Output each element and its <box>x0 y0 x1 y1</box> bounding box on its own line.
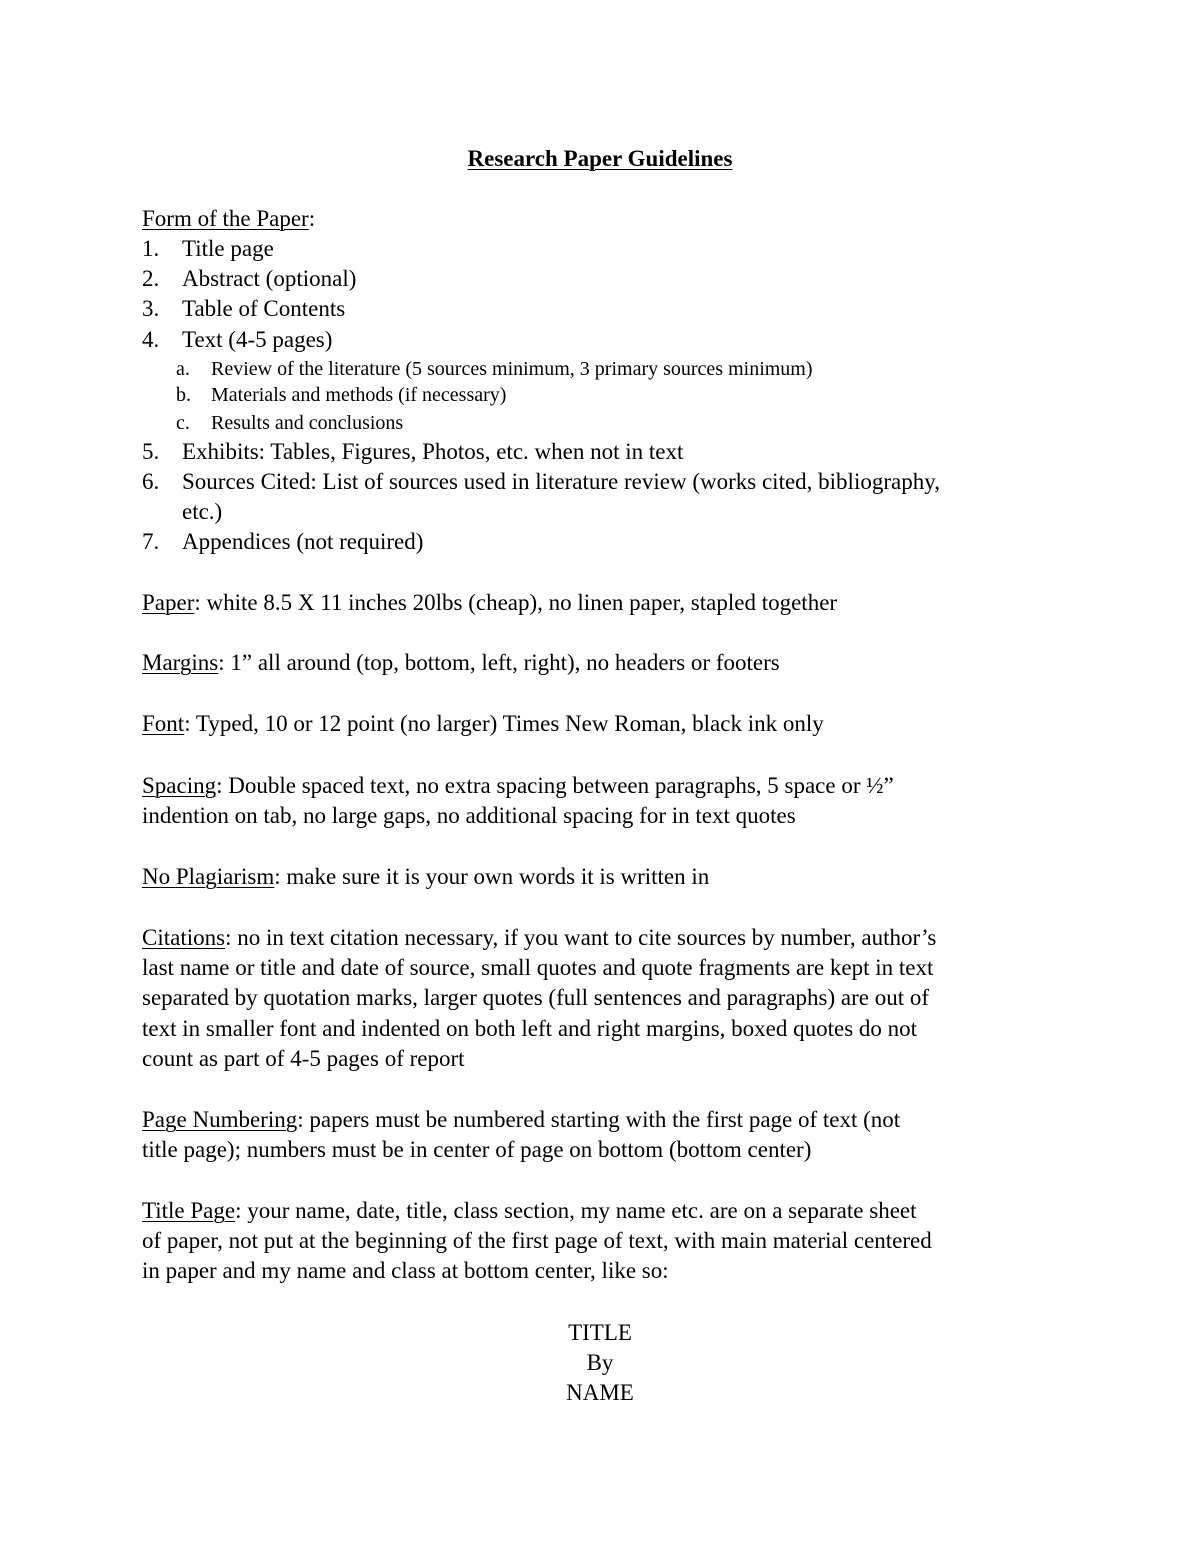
list-item-number: 7. <box>142 529 160 554</box>
section-text: : your name, date, title, class section, my name etc. are on a separate sheet <box>235 1198 917 1223</box>
sublist-item-letter: a. <box>176 358 190 380</box>
section-page-numbering <box>142 1105 900 1135</box>
sublist-item-letter: c. <box>176 412 190 434</box>
list-item-number: 3. <box>142 296 160 321</box>
section-text: : Typed, 10 or 12 point (no larger) Times New Roman, black ink only <box>184 711 824 736</box>
sublist-item-text: Materials and methods (if necessary) <box>211 384 507 406</box>
section-margins <box>142 648 780 678</box>
section-label: Paper <box>142 590 195 615</box>
section-label: Citations <box>142 925 226 950</box>
section-text-line: in paper and my name and class at bottom center, like so: <box>142 1258 669 1283</box>
sublist-item-letter: b. <box>176 384 191 406</box>
list-item-text: Text (4-5 pages) <box>182 327 333 352</box>
list-item-continuation: etc.) <box>182 499 223 524</box>
sublist-item-text: Review of the literature (5 sources minimum, 3 primary sources minimum) <box>211 358 813 380</box>
sample-by: By <box>586 1350 614 1375</box>
section-text-line: count as part of 4-5 pages of report <box>142 1046 465 1071</box>
document-title: Research Paper Guidelines <box>467 146 733 171</box>
section-citations <box>142 923 936 953</box>
section-label: Margins <box>142 650 219 675</box>
form-heading <box>142 204 315 234</box>
section-text-line: text in smaller font and indented on both left and right margins, boxed quotes do not <box>142 1016 918 1041</box>
section-text: : Double spaced text, no extra spacing between paragraphs, 5 space or ½” <box>216 773 894 798</box>
list-item-text: Table of Contents <box>182 296 346 321</box>
list-item-text: Appendices (not required) <box>182 529 424 554</box>
section-paper <box>142 588 837 618</box>
section-text-line: of paper, not put at the beginning of the first page of text, with main material centered <box>142 1228 932 1253</box>
section-label: Font <box>142 711 185 736</box>
sample-name: NAME <box>566 1380 634 1405</box>
list-item-text: Title page <box>182 236 274 261</box>
form-heading-colon: : <box>308 206 316 231</box>
list-item-text: Abstract (optional) <box>182 266 357 291</box>
section-no-plagiarism <box>142 862 709 892</box>
section-label: Page Numbering <box>142 1107 298 1132</box>
list-item-text: Exhibits: Tables, Figures, Photos, etc. when not in text <box>182 439 684 464</box>
section-title-page <box>142 1196 917 1226</box>
section-label: Spacing <box>142 773 217 798</box>
section-text-line: indention on tab, no large gaps, no additional spacing for in text quotes <box>142 803 796 828</box>
section-label: Title Page <box>142 1198 236 1223</box>
list-item-number: 2. <box>142 266 160 291</box>
section-text: : no in text citation necessary, if you want to cite sources by number, author’s <box>225 925 937 950</box>
list-item-text: Sources Cited: List of sources used in literature review (works cited, bibliography, <box>182 469 940 494</box>
section-label: No Plagiarism <box>142 864 275 889</box>
list-item-number: 5. <box>142 439 160 464</box>
form-heading-label: Form of the Paper <box>142 206 309 231</box>
section-font <box>142 709 824 739</box>
section-text-line: separated by quotation marks, larger quotes (full sentences and paragraphs) are out of <box>142 985 930 1010</box>
section-text: : papers must be numbered starting with the first page of text (not <box>297 1107 901 1132</box>
section-text-line: last name or title and date of source, small quotes and quote fragments are kept in text <box>142 955 934 980</box>
section-text: : white 8.5 X 11 inches 20lbs (cheap), no linen paper, stapled together <box>194 590 838 615</box>
sublist-item-text: Results and conclusions <box>211 412 404 434</box>
list-item-number: 1. <box>142 236 160 261</box>
sample-title: TITLE <box>568 1320 632 1345</box>
list-item-number: 4. <box>142 327 160 352</box>
section-text: : 1” all around (top, bottom, left, right), no headers or footers <box>218 650 780 675</box>
section-text: : make sure it is your own words it is written in <box>274 864 710 889</box>
section-spacing <box>142 771 894 801</box>
section-text-line: title page); numbers must be in center of page on bottom (bottom center) <box>142 1137 812 1162</box>
list-item-number: 6. <box>142 469 160 494</box>
